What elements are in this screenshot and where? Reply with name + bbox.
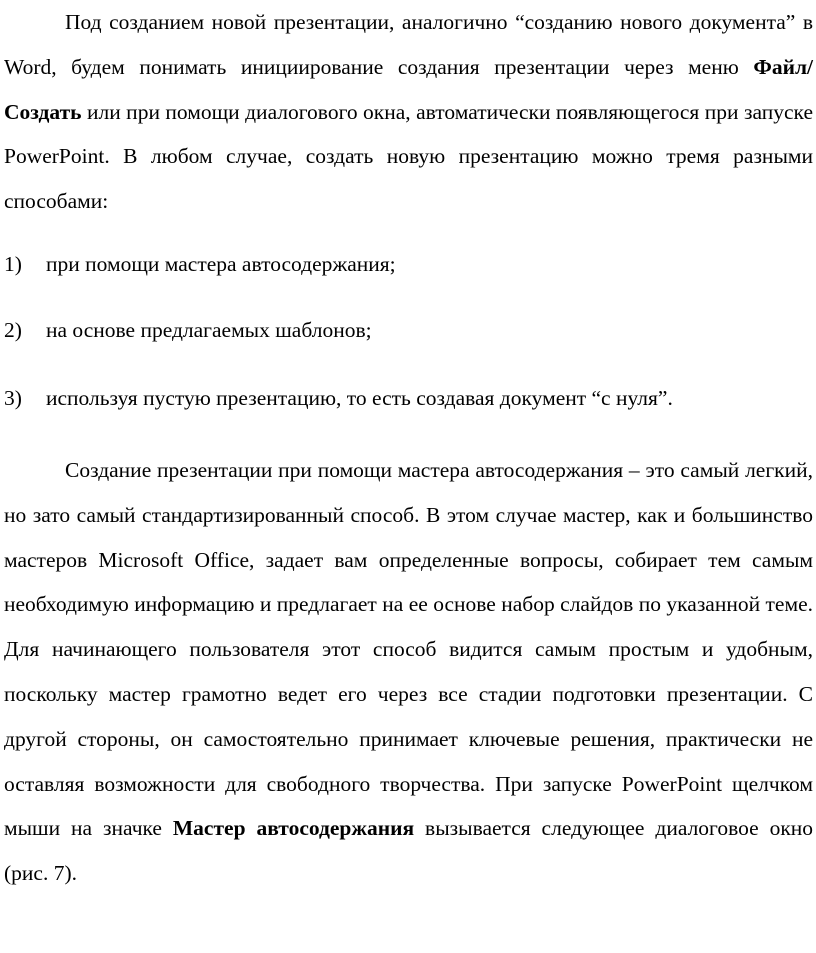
list-item [4, 376, 813, 421]
list-item-number: 3) [4, 386, 22, 410]
intro-paragraph [4, 0, 813, 224]
list-item-text: на основе предлагаемых шаблонов; [46, 318, 372, 342]
list-item [4, 242, 813, 287]
list-item-number: 2) [4, 318, 22, 342]
wizard-text-start: Создание презентации при помощи мастера автосодержания – это самый легкий, но зато самый стандартизированный способ. В этом случае мастер, как и большинство мастеров Microsoft Office, задает вам определенные вопросы, собирает тем самым необходимую информацию и предлагает на ее основе набор слайдов по указанной теме. Для начинающего пользователя этот способ видится самым простым и удобным, поскольку мастер грамотно ведет его через все стадии подготовки презентации. С другой стороны, он самостоятельно принимает ключевые решения, практически не оставляя возможности для свободного творчества. При запуске PowerPoint щелчком мыши на значке [4, 458, 813, 841]
wizard-text-end: вызывается следующее диалоговое окно (рис. 7). [4, 816, 814, 886]
list-item-number: 1) [4, 252, 22, 276]
list-item [4, 308, 813, 353]
list-item-text: используя пустую презентацию, то есть создавая документ “с нуля”. [46, 386, 673, 410]
autocontent-wizard-bold: Мастер автосодержания [172, 816, 415, 841]
menu-file-create-bold: Файл/Создать [4, 54, 813, 124]
intro-text-start: Под созданием новой презентации, аналогично “созданию нового документа” в Word, будем понимать инициирование создания презентации через меню [4, 10, 813, 79]
list-item-text: при помощи мастера автосодержания; [46, 252, 396, 276]
wizard-paragraph [4, 448, 813, 896]
intro-text-end: или при помощи диалогового окна, автоматически появляющегося при запуске PowerPoint. В любом случае, создать новую презентацию можно тремя разными способами: [4, 99, 813, 214]
